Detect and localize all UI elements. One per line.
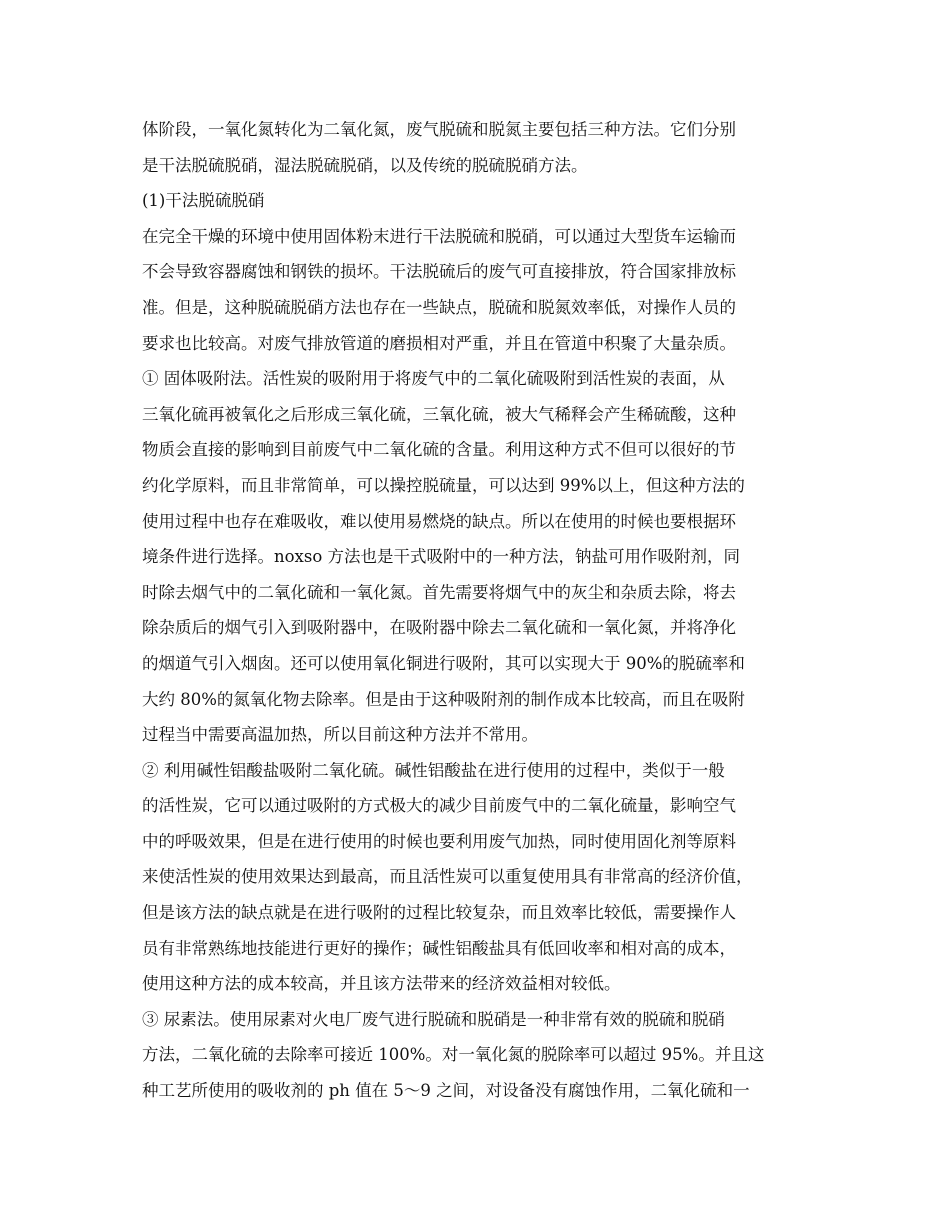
text-line: 的活性炭，它可以通过吸附的方式极大的减少目前废气中的二氧化硫量，影响空气 bbox=[142, 796, 736, 816]
text-line: 员有非常熟练地技能进行更好的操作；碱性铝酸盐具有低回收率和相对高的成本， bbox=[142, 938, 736, 958]
section-heading: (1)干法脱硫脱硝 bbox=[142, 191, 265, 211]
text-line: 的烟道气引入烟囱。还可以使用氧化铜进行吸附，其可以实现大于 90%的脱硫率和 bbox=[142, 653, 745, 673]
text-line: 过程当中需要高温加热，所以目前这种方法并不常用。 bbox=[142, 725, 538, 745]
text-line: 使用过程中也存在难吸收，难以使用易燃烧的缺点。所以在使用的时候也要根据环 bbox=[142, 511, 736, 531]
text-line: 但是该方法的缺点就是在进行吸附的过程比较复杂，而且效率比较低，需要操作人 bbox=[142, 903, 736, 923]
text-line: 使用这种方法的成本较高，并且该方法带来的经济效益相对较低。 bbox=[142, 974, 621, 994]
text-line: 体阶段，一氧化氮转化为二氧化氮，废气脱硫和脱氮主要包括三种方法。它们分别 bbox=[142, 120, 736, 139]
text-line: 不会导致容器腐蚀和钢铁的损坏。干法脱硫后的废气可直接排放，符合国家排放标 bbox=[142, 262, 736, 282]
text-line: 中的呼吸效果，但是在进行使用的时候也要利用废气加热，同时使用固化剂等原料 bbox=[142, 831, 736, 851]
text-line: 要求也比较高。对废气排放管道的磨损相对严重，并且在管道中积聚了大量杂质。 bbox=[142, 333, 736, 353]
text-line: 准。但是，这种脱硫脱硝方法也存在一些缺点，脱硫和脱氮效率低，对操作人员的 bbox=[142, 297, 736, 317]
list-item-1-start: ① 固体吸附法。活性炭的吸附用于将废气中的二氧化硫吸附到活性炭的表面，从 bbox=[142, 369, 725, 389]
text-line: 在完全干燥的环境中使用固体粉末进行干法脱硫和脱硝，可以通过大型货车运输而 bbox=[142, 226, 736, 246]
text-line: 方法，二氧化硫的去除率可接近 100%。对一氧化氮的脱除率可以超过 95%。并且这 bbox=[142, 1045, 765, 1065]
text-line: 物质会直接的影响到目前废气中二氧化硫的含量。利用这种方式不但可以很好的节 bbox=[142, 440, 736, 460]
text-line: 三氧化硫再被氧化之后形成三氧化硫，三氧化硫，被大气稀释会产生稀硫酸，这种 bbox=[142, 404, 736, 424]
text-line: 大约 80%的氮氧化物去除率。但是由于这种吸附剂的制作成本比较高，而且在吸附 bbox=[142, 689, 745, 709]
text-line: 境条件进行选择。noxso 方法也是干式吸附中的一种方法，钠盐可用作吸附剂，同 bbox=[142, 547, 741, 567]
text-line: 时除去烟气中的二氧化硫和一氧化氮。首先需要将烟气中的灰尘和杂质去除，将去 bbox=[142, 582, 736, 602]
body-text bbox=[142, 112, 822, 1109]
text-line: 除杂质后的烟气引入到吸附器中，在吸附器中除去二氧化硫和一氧化氮，并将净化 bbox=[142, 618, 736, 638]
list-item-2-start: ② 利用碱性铝酸盐吸附二氧化硫。碱性铝酸盐在进行使用的过程中，类似于一般 bbox=[142, 760, 725, 780]
list-item-3-start: ③ 尿素法。使用尿素对火电厂废气进行脱硫和脱硝是一种非常有效的脱硫和脱硝 bbox=[142, 1009, 725, 1029]
text-line: 约化学原料，而且非常简单，可以操控脱硫量，可以达到 99%以上，但这种方法的 bbox=[142, 475, 745, 495]
text-line: 种工艺所使用的吸收剂的 ph 值在 5～9 之间，对设备没有腐蚀作用，二氧化硫和一 bbox=[142, 1081, 750, 1101]
text-line: 来使活性炭的使用效果达到最高，而且活性炭可以重复使用具有非常高的经济价值， bbox=[142, 867, 753, 887]
text-line: 是干法脱硫脱硝，湿法脱硫脱硝，以及传统的脱硫脱硝方法。 bbox=[142, 155, 588, 175]
